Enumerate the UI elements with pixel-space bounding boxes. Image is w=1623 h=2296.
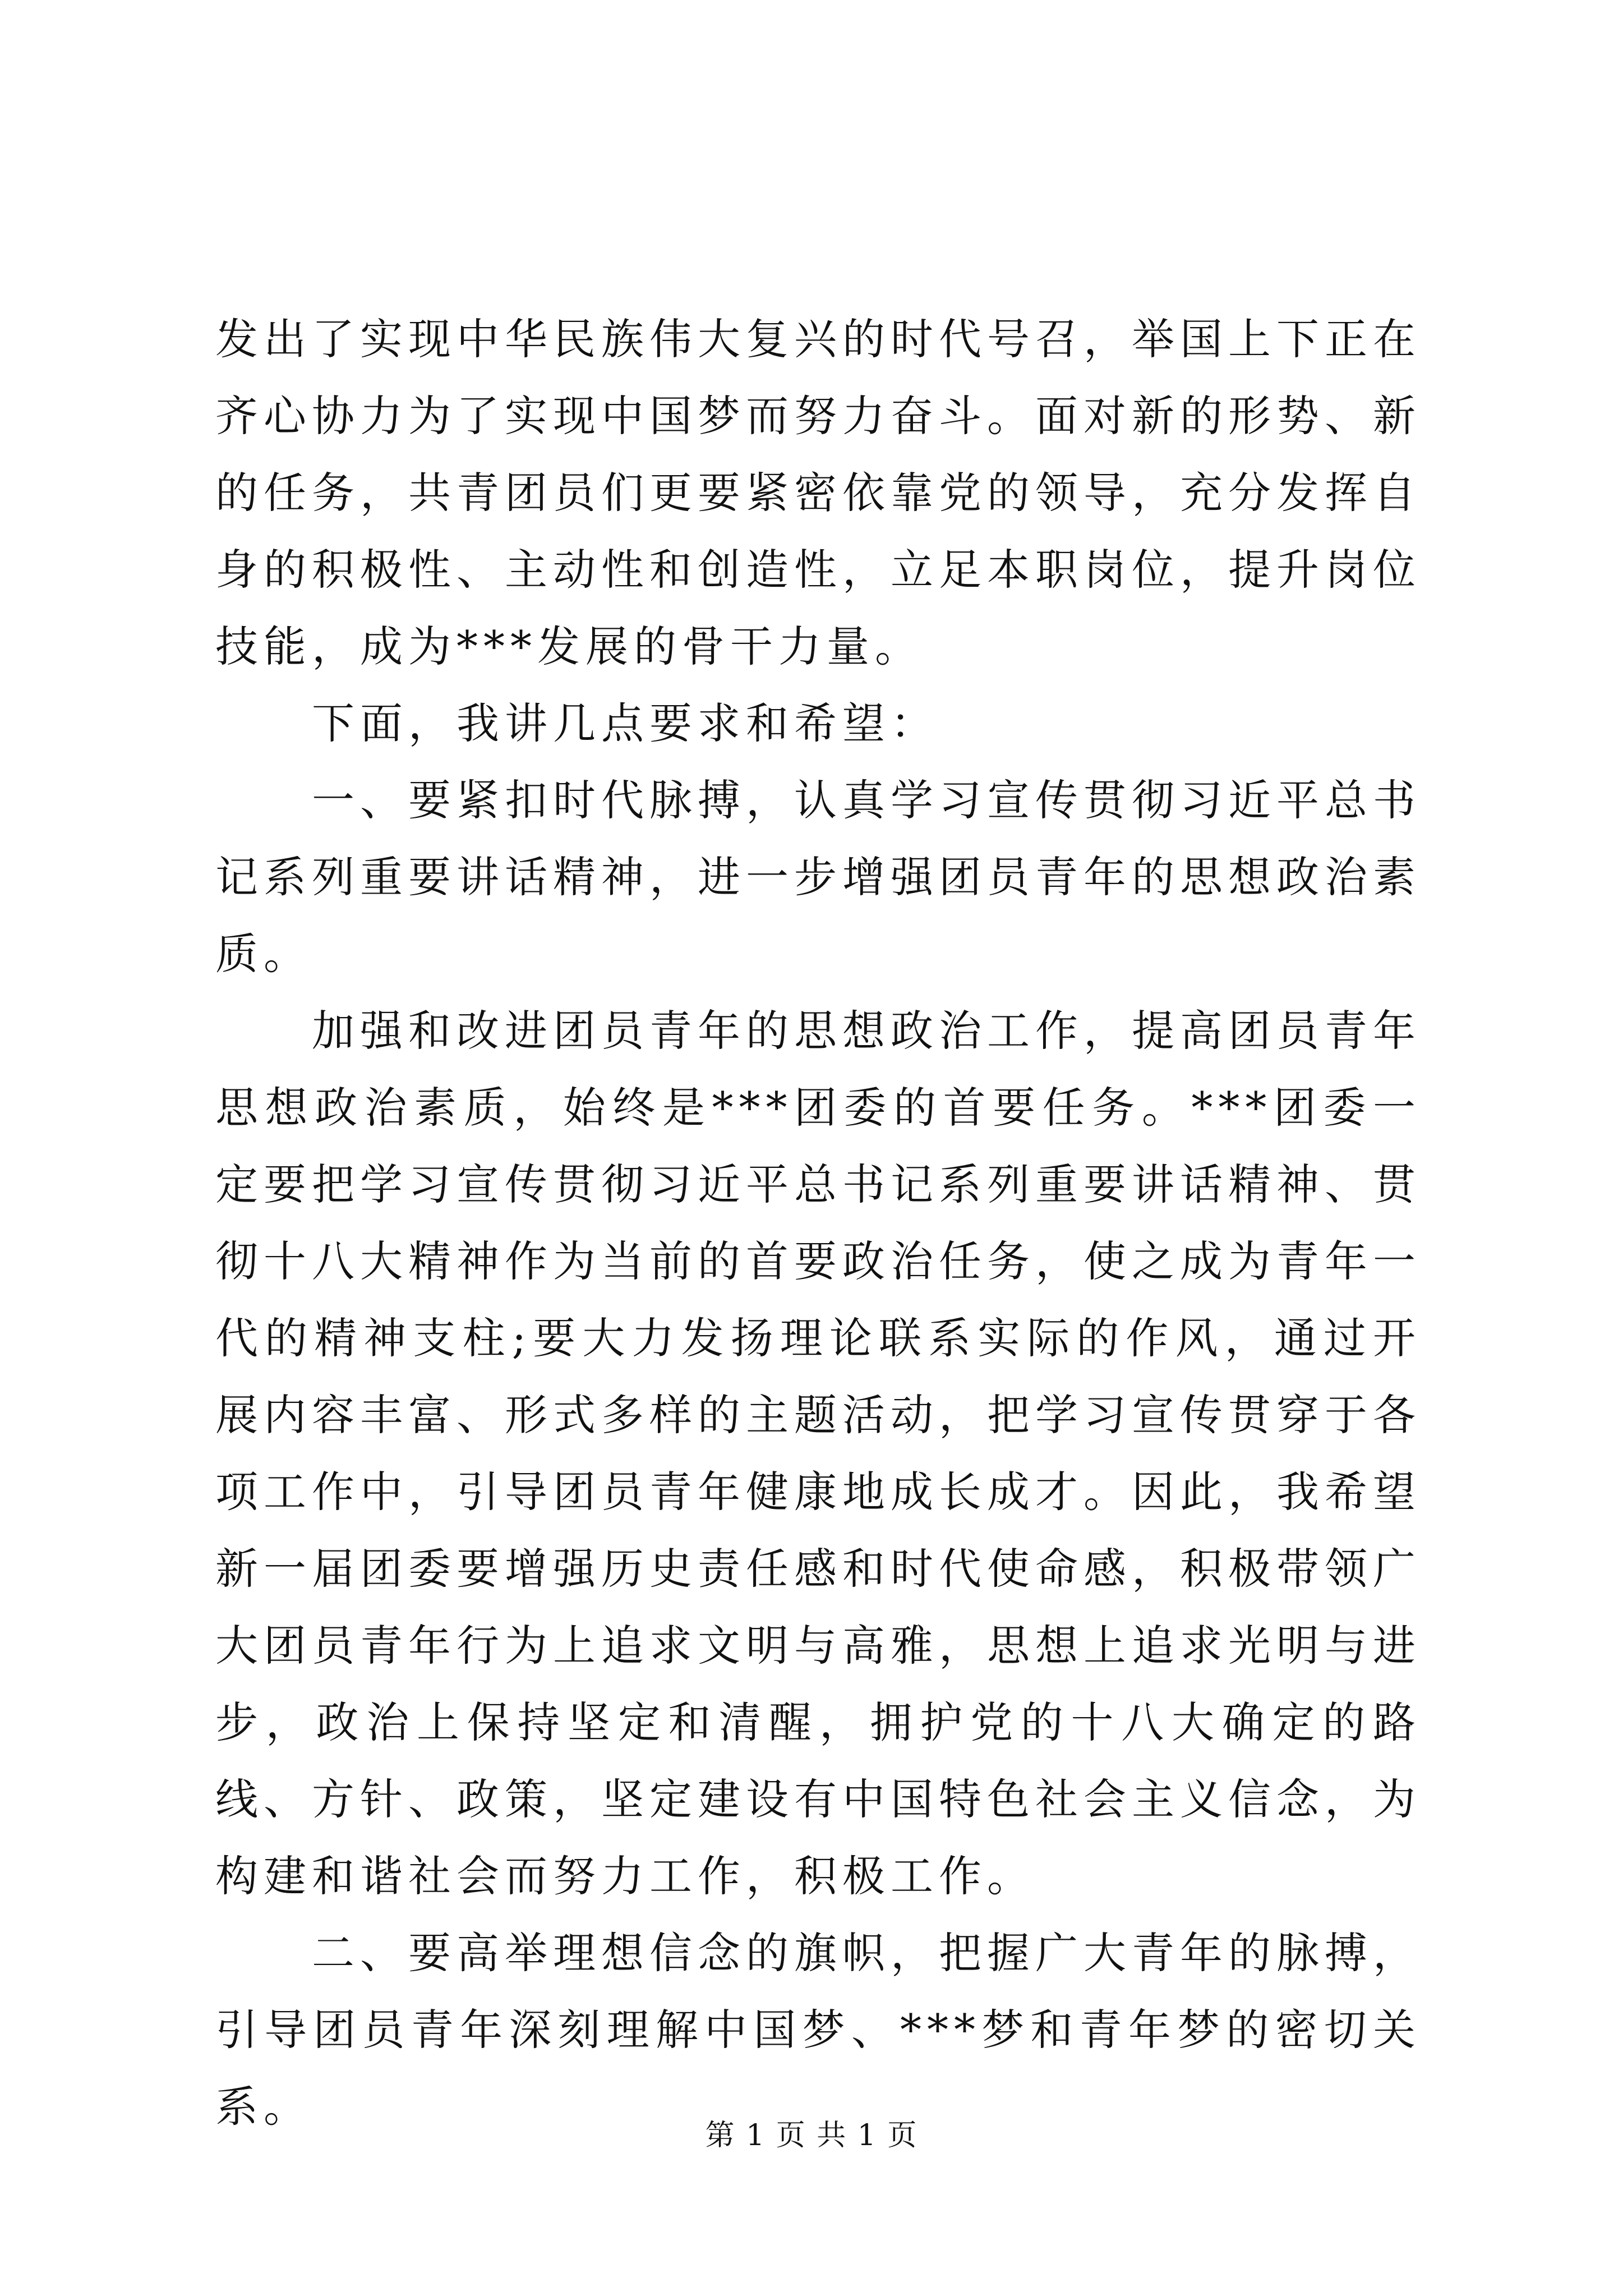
- page-footer: [0, 2116, 1623, 2155]
- document-body: [215, 301, 1421, 2145]
- page-number-label: 第 1 页 共 1 页: [705, 2119, 918, 2152]
- paragraph-heading-two: 二、要高举理想信念的旗帜，把握广大青年的脉搏，引导团员青年深刻理解中国梦、***梦和青年梦的密切关系。: [215, 1928, 1421, 2132]
- paragraph-intro-requirements: 下面，我讲几点要求和希望：: [312, 698, 939, 748]
- paragraph-heading-one: 一、要紧扣时代脉搏，认真学习宣传贯彻习近平总书记系列重要讲话精神，进一步增强团员青年的思想政治素质。: [215, 775, 1421, 979]
- paragraph-continuation: 发出了实现中华民族伟大复兴的时代号召，举国上下正在齐心协力为了实现中国梦而努力奋斗。面对新的形势、新的任务，共青团员们更要紧密依靠党的领导，充分发挥自身的积极性、主动性和创造性，立足本职岗位，提升岗位技能，成为***发展的骨干力量。: [215, 314, 1421, 671]
- paragraph-political-work: 加强和改进团员青年的思想政治工作，提高团员青年思想政治素质，始终是***团委的首要任务。***团委一定要把学习宣传贯彻习近平总书记系列重要讲话精神、贯彻十八大精神作为当前的首要政治任务，使之成为青年一代的精神支柱;要大力发扬理论联系实际的作风，通过开展内容丰富、形式多样的主题活动，把学习宣传贯穿于各项工作中，引导团员青年健康地成长成才。因此，我希望新一届团委要增强历史责任感和时代使命感，积极带领广大团员青年行为上追求文明与高雅，思想上追求光明与进步，政治上保持坚定和清醒，拥护党的十八大确定的路线、方针、政策，坚定建设有中国特色社会主义信念，为构建和谐社会而努力工作，积极工作。: [215, 1006, 1421, 1901]
